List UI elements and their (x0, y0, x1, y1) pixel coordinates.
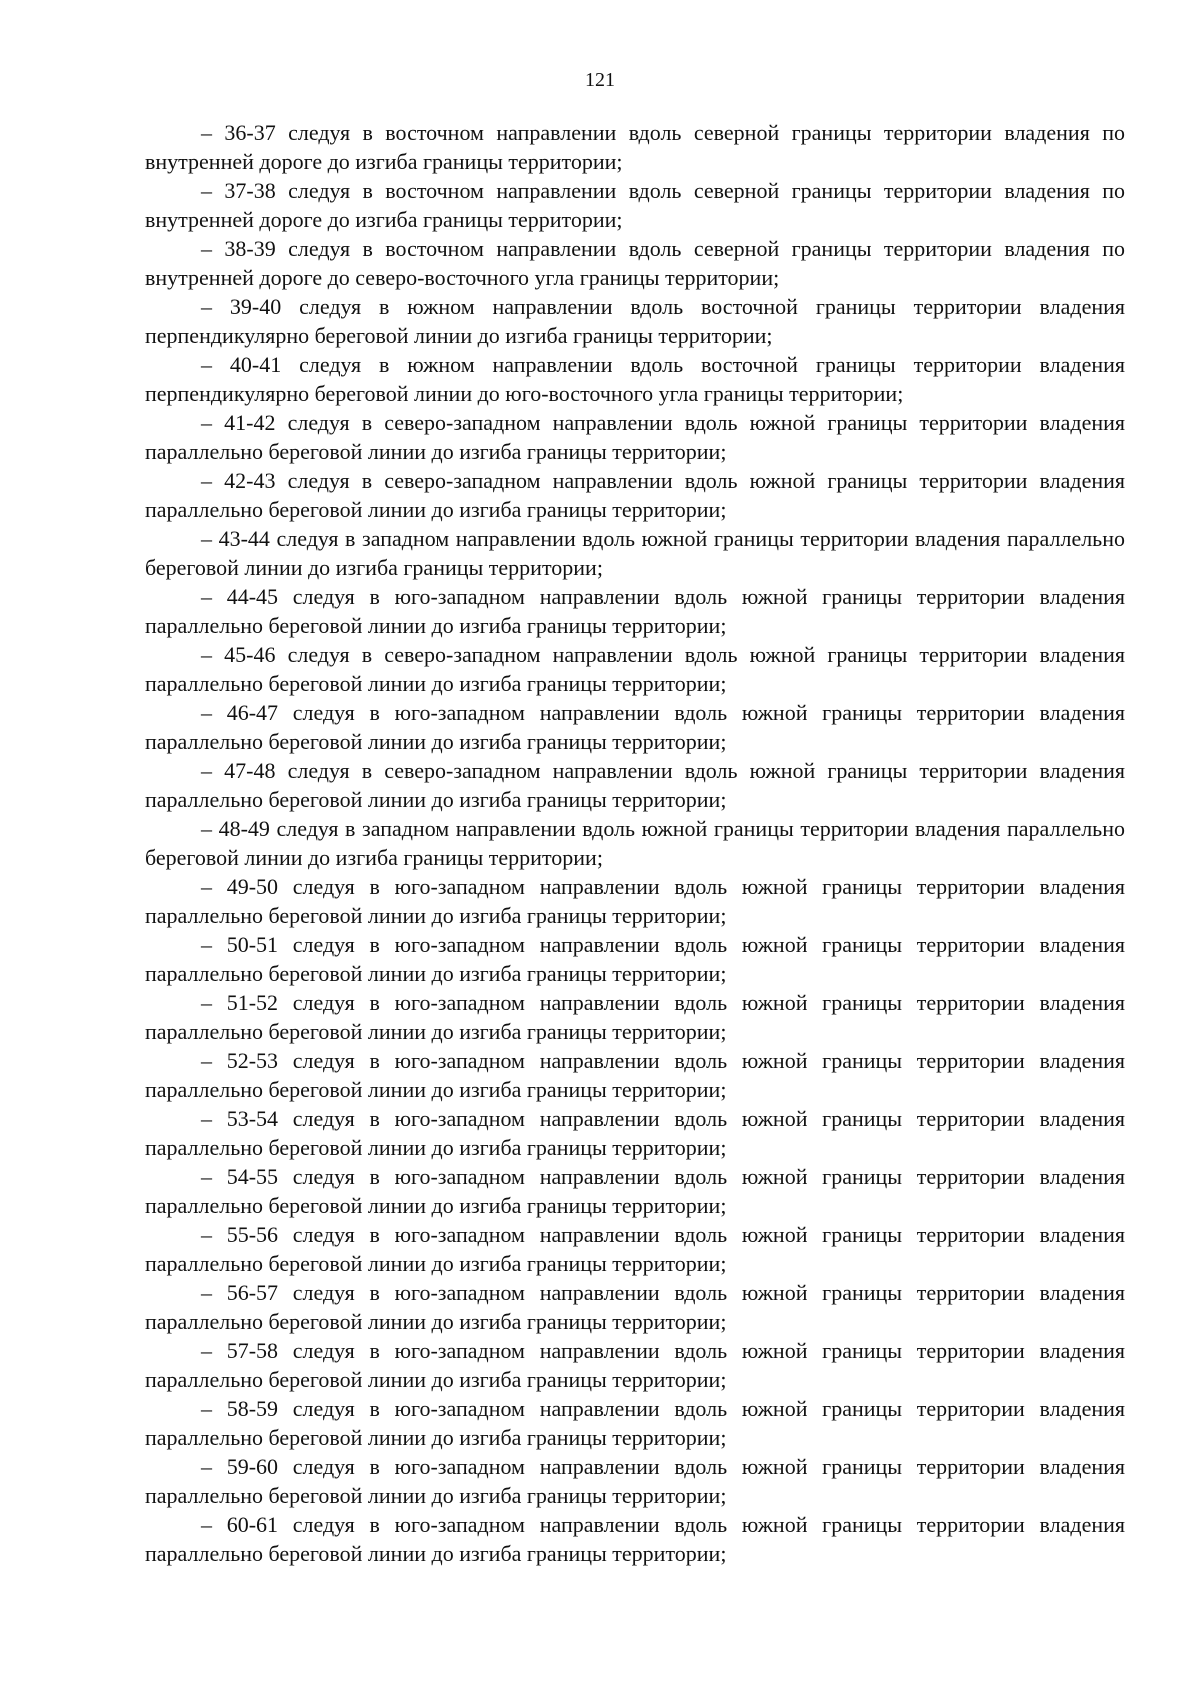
boundary-paragraph-47-48: – 47-48 следуя в северо-западном направлении вдоль южной границы территории владения параллельно береговой линии до изгиба границы территории; (145, 758, 1125, 812)
boundary-paragraph-51-52: – 51-52 следуя в юго-западном направлении вдоль южной границы территории владения параллельно береговой линии до изгиба границы территории; (145, 990, 1125, 1044)
boundary-paragraph-39-40: – 39-40 следуя в южном направлении вдоль восточной границы территории владения перпендикулярно береговой линии до изгиба границы территории; (145, 294, 1125, 348)
boundary-paragraph-41-42: – 41-42 следуя в северо-западном направлении вдоль южной границы территории владения параллельно береговой линии до изгиба границы территории; (145, 410, 1125, 464)
boundary-paragraph-37-38: – 37-38 следуя в восточном направлении вдоль северной границы территории владения по внутренней дороге до изгиба границы территории; (145, 178, 1125, 232)
page-number: 121 (585, 69, 615, 91)
boundary-paragraph-49-50: – 49-50 следуя в юго-западном направлении вдоль южной границы территории владения параллельно береговой линии до изгиба границы территории; (145, 874, 1125, 928)
boundary-paragraph-42-43: – 42-43 следуя в северо-западном направлении вдоль южной границы территории владения параллельно береговой линии до изгиба границы территории; (145, 468, 1125, 522)
boundary-paragraph-50-51: – 50-51 следуя в юго-западном направлении вдоль южной границы территории владения параллельно береговой линии до изгиба границы территории; (145, 932, 1125, 986)
document-body (145, 118, 1125, 1568)
boundary-paragraph-44-45: – 44-45 следуя в юго-западном направлении вдоль южной границы территории владения параллельно береговой линии до изгиба границы территории; (145, 584, 1125, 638)
boundary-paragraph-56-57: – 56-57 следуя в юго-западном направлении вдоль южной границы территории владения параллельно береговой линии до изгиба границы территории; (145, 1280, 1125, 1334)
boundary-paragraph-59-60: – 59-60 следуя в юго-западном направлении вдоль южной границы территории владения параллельно береговой линии до изгиба границы территории; (145, 1454, 1125, 1508)
boundary-paragraph-53-54: – 53-54 следуя в юго-западном направлении вдоль южной границы территории владения параллельно береговой линии до изгиба границы территории; (145, 1106, 1125, 1160)
boundary-paragraph-38-39: – 38-39 следуя в восточном направлении вдоль северной границы территории владения по внутренней дороге до северо-восточного угла границы территории; (145, 236, 1125, 290)
boundary-paragraph-40-41: – 40-41 следуя в южном направлении вдоль восточной границы территории владения перпендикулярно береговой линии до юго-восточного угла границы территории; (145, 352, 1125, 406)
boundary-paragraph-48-49: – 48-49 следуя в западном направлении вдоль южной границы территории владения параллельно береговой линии до изгиба границы территории; (145, 816, 1125, 870)
boundary-paragraph-55-56: – 55-56 следуя в юго-западном направлении вдоль южной границы территории владения параллельно береговой линии до изгиба границы территории; (145, 1222, 1125, 1276)
boundary-paragraph-36-37: – 36-37 следуя в восточном направлении вдоль северной границы территории владения по внутренней дороге до изгиба границы территории; (145, 120, 1125, 174)
boundary-paragraph-45-46: – 45-46 следуя в северо-западном направлении вдоль южной границы территории владения параллельно береговой линии до изгиба границы территории; (145, 642, 1125, 696)
boundary-paragraph-52-53: – 52-53 следуя в юго-западном направлении вдоль южной границы территории владения параллельно береговой линии до изгиба границы территории; (145, 1048, 1125, 1102)
boundary-paragraph-54-55: – 54-55 следуя в юго-западном направлении вдоль южной границы территории владения параллельно береговой линии до изгиба границы территории; (145, 1164, 1125, 1218)
boundary-paragraph-58-59: – 58-59 следуя в юго-западном направлении вдоль южной границы территории владения параллельно береговой линии до изгиба границы территории; (145, 1396, 1125, 1450)
boundary-paragraph-57-58: – 57-58 следуя в юго-западном направлении вдоль южной границы территории владения параллельно береговой линии до изгиба границы территории; (145, 1338, 1125, 1392)
boundary-paragraph-60-61: – 60-61 следуя в юго-западном направлении вдоль южной границы территории владения параллельно береговой линии до изгиба границы территории; (145, 1512, 1125, 1566)
boundary-paragraph-46-47: – 46-47 следуя в юго-западном направлении вдоль южной границы территории владения параллельно береговой линии до изгиба границы территории; (145, 700, 1125, 754)
boundary-paragraph-43-44: – 43-44 следуя в западном направлении вдоль южной границы территории владения параллельно береговой линии до изгиба границы территории; (145, 526, 1125, 580)
